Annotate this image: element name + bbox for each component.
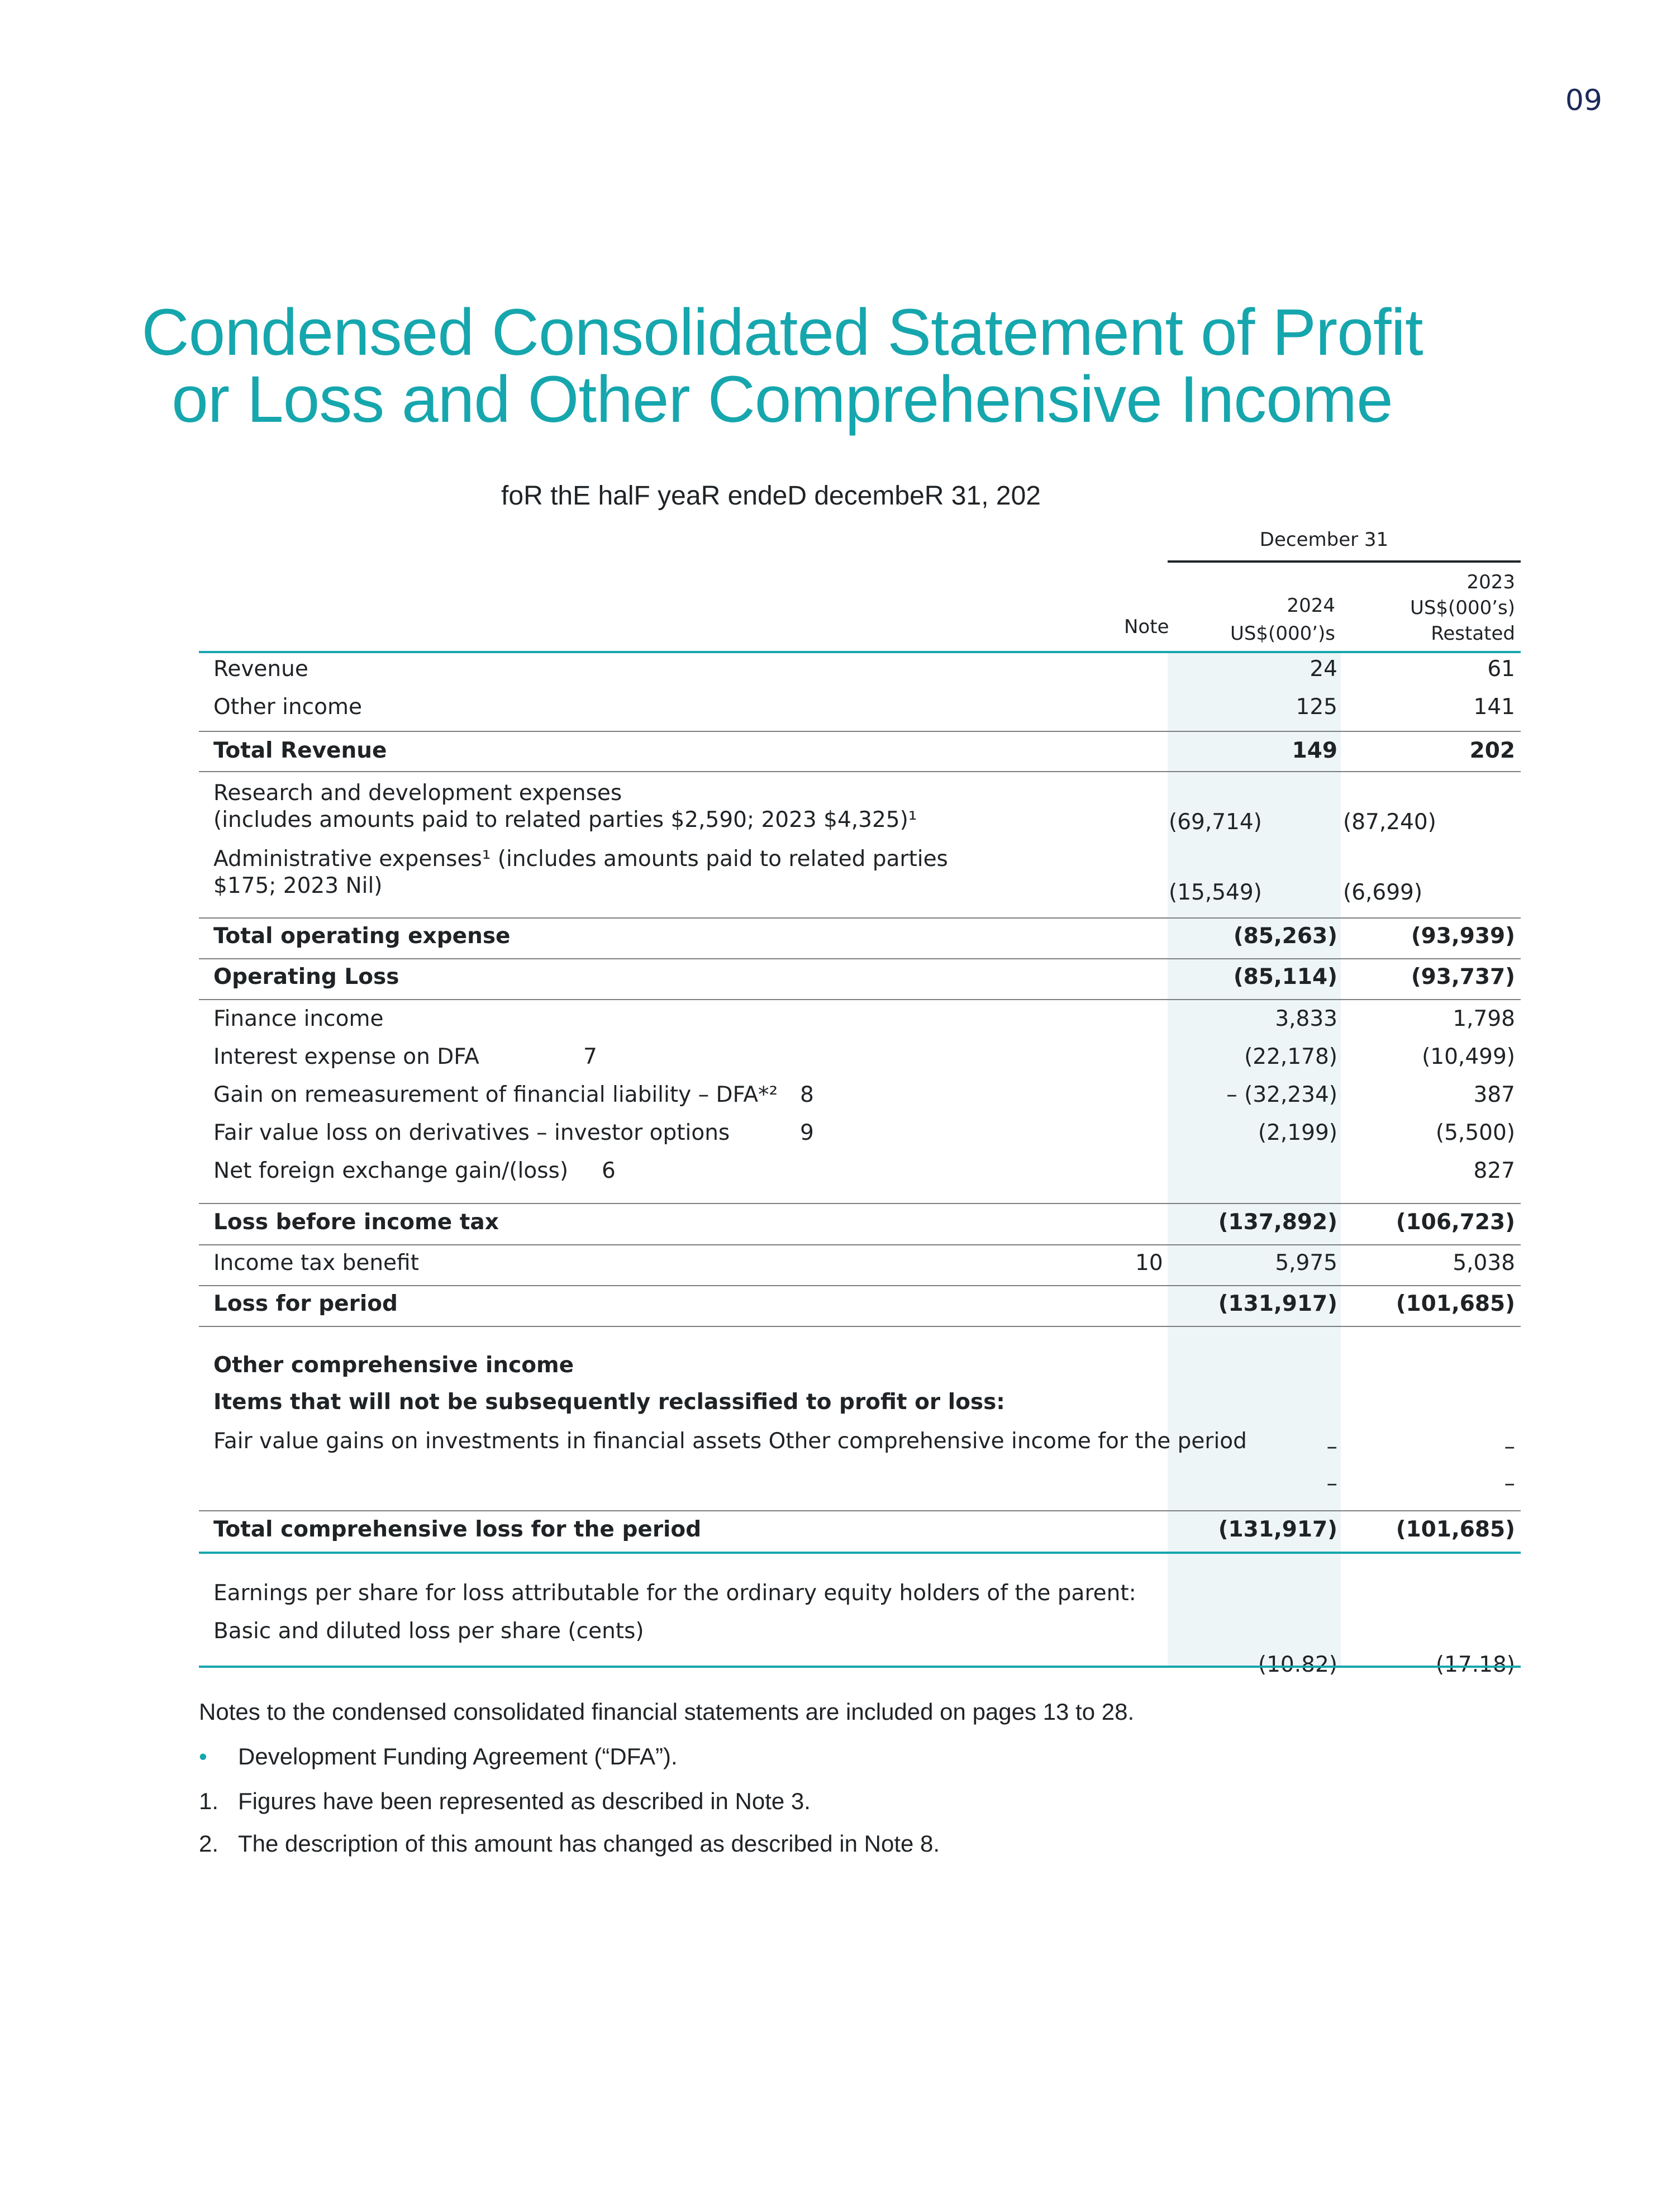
col-2024-unit: US$(000’)s: [1230, 622, 1335, 645]
value-2024: 24: [1310, 657, 1337, 682]
row-label: Gain on remeasurement of financial liability – DFA*²: [213, 1082, 778, 1107]
row-label: Net foreign exchange gain/(loss): [213, 1158, 569, 1183]
row-divider: [199, 1244, 1521, 1245]
row-divider: [199, 1285, 1521, 1286]
footnote-text: Figures have been represented as described in Note 3.: [238, 1788, 811, 1814]
value-2024: 125: [1296, 694, 1337, 720]
value-2024: (131,917): [1218, 1517, 1337, 1542]
value-2024: – (32,234): [1226, 1082, 1337, 1107]
bullet-marker: •: [199, 1743, 207, 1769]
row-divider: [199, 1326, 1521, 1327]
row-basic-diluted-loss-per-share: [213, 1617, 1521, 1678]
period-header: December 31: [1259, 529, 1389, 551]
value-2024: –: [1326, 1471, 1337, 1496]
value-2023: –: [1504, 1434, 1515, 1459]
row-label: Operating Loss: [213, 964, 399, 990]
value-2023: 387: [1473, 1082, 1515, 1107]
title-line-2: or Loss and Other Comprehensive Income: [172, 363, 1393, 436]
row-label-line-2: $175; 2023 Nil): [213, 873, 383, 898]
footnote-2: [199, 1830, 940, 1857]
value-2023: 61: [1487, 657, 1515, 682]
value-2023: (101,685): [1396, 1517, 1515, 1542]
value-2024: (15,549): [1169, 880, 1262, 905]
value-2023: (5,500): [1435, 1120, 1515, 1145]
row-label: Interest expense on DFA: [213, 1044, 479, 1069]
table-bottom-rule: [199, 1666, 1521, 1668]
footnote-marker: 1.: [199, 1788, 219, 1814]
row-divider: [199, 1203, 1521, 1204]
notes-reference: Notes to the condensed consolidated financial statements are included on pages 13 to 28.: [199, 1699, 1135, 1725]
statement-title: [112, 296, 1453, 436]
row-label: Loss for period: [213, 1291, 398, 1316]
row-divider: [199, 999, 1521, 1000]
value-2024: 5,975: [1275, 1250, 1337, 1276]
row-divider-teal: [199, 1552, 1521, 1554]
row-label: Items that will not be subsequently reclassified to profit or loss:: [213, 1390, 1005, 1415]
row-label: Loss before income tax: [213, 1210, 499, 1235]
value-2024: 149: [1292, 738, 1337, 763]
value-2024: (85,114): [1233, 964, 1337, 990]
col-2023-unit: US$(000’s): [1410, 597, 1515, 619]
value-2023: 1,798: [1453, 1006, 1515, 1031]
row-divider: [199, 917, 1521, 919]
row-label: Basic and diluted loss per share (cents): [213, 1619, 644, 1644]
row-label-line-2: (includes amounts paid to related parties $2,590; 2023 $4,325)¹: [213, 807, 917, 833]
value-2024: (10.82): [1258, 1652, 1337, 1677]
row-label-line-1: Research and development expenses: [213, 781, 622, 806]
value-2023: (10,499): [1422, 1044, 1515, 1069]
row-label: Fair value loss on derivatives – investor options: [213, 1120, 730, 1145]
value-2023: –: [1504, 1471, 1515, 1496]
value-2024: 3,833: [1275, 1006, 1337, 1031]
value-2023: 141: [1473, 694, 1515, 720]
row-label: Income tax benefit: [213, 1250, 419, 1276]
footnote-marker: 2.: [199, 1830, 219, 1857]
title-line-1: Condensed Consolidated Statement of Profit: [141, 296, 1423, 369]
row-label: Other comprehensive income: [213, 1353, 574, 1378]
value-2023: (93,737): [1411, 964, 1515, 990]
row-note: 10: [1135, 1250, 1163, 1276]
row-label: Finance income: [213, 1006, 384, 1031]
row-note: 9: [800, 1120, 814, 1145]
value-2023: 202: [1469, 738, 1515, 763]
row-label: Revenue: [213, 657, 308, 682]
value-2024: –: [1326, 1434, 1337, 1459]
row-label-line-1: Administrative expenses¹ (includes amounts paid to related parties: [213, 846, 948, 872]
footnote-text: Development Funding Agreement (“DFA”).: [238, 1743, 678, 1769]
value-2024: (22,178): [1244, 1044, 1337, 1069]
row-divider: [199, 771, 1521, 772]
row-divider: [199, 1510, 1521, 1511]
value-2023: (101,685): [1396, 1291, 1515, 1316]
page-number: 09: [1565, 84, 1602, 117]
note-column-header: Note: [1124, 616, 1169, 638]
row-note: 6: [602, 1158, 616, 1183]
row-label: Total comprehensive loss for the period: [213, 1517, 702, 1542]
value-2023: 827: [1473, 1158, 1515, 1183]
row-note: 8: [800, 1082, 814, 1107]
period-header-rule: [1168, 560, 1521, 563]
footnote-text: The description of this amount has changed as described in Note 8.: [238, 1830, 940, 1857]
value-2024: (85,263): [1233, 924, 1337, 949]
row-divider: [199, 731, 1521, 732]
value-2023: (6,699): [1343, 880, 1423, 905]
row-administrative-expenses: [213, 845, 1521, 917]
row-label: Total Revenue: [213, 738, 387, 763]
row-note: 7: [583, 1044, 597, 1069]
row-label: Fair value gains on investments in financial assets Other comprehensive income for the period: [213, 1429, 1247, 1454]
value-2023: (106,723): [1396, 1210, 1515, 1235]
value-2024: (131,917): [1218, 1291, 1337, 1316]
value-2024: (69,714): [1169, 810, 1262, 835]
value-2023: 5,038: [1453, 1250, 1515, 1276]
value-2023: (17.18): [1435, 1652, 1515, 1677]
footnote-dfa: [199, 1743, 678, 1770]
footnote-1: [199, 1788, 811, 1815]
col-2023-restated: Restated: [1431, 622, 1515, 645]
value-2023: (87,240): [1343, 810, 1436, 835]
row-research-development: [213, 779, 1521, 846]
period-subtitle: foR thE halF yeaR endeD decembeR 31, 202: [501, 481, 1041, 511]
row-label: Total operating expense: [213, 924, 511, 949]
row-divider: [199, 958, 1521, 959]
col-2023-year: 2023: [1466, 571, 1515, 593]
header-rule: [199, 651, 1521, 653]
col-2024-year: 2024: [1287, 594, 1335, 617]
value-2024: (137,892): [1218, 1210, 1337, 1235]
row-label: Earnings per share for loss attributable for the ordinary equity holders of the parent:: [213, 1581, 1136, 1606]
row-label: Other income: [213, 694, 362, 720]
value-2023: (93,939): [1411, 924, 1515, 949]
value-2024: (2,199): [1258, 1120, 1337, 1145]
